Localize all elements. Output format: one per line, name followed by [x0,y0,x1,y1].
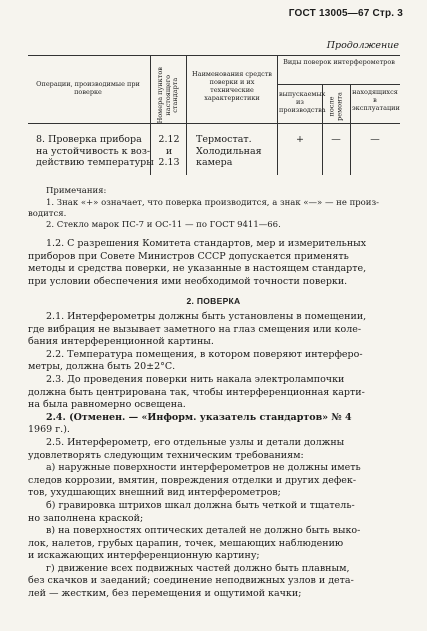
text-line: бания интерференционной картины. [28,336,214,348]
text-line: в) на поверхностях оптических деталей не должно быть выко- [46,525,361,537]
table-header-operations: Операции, производимые при поверке [36,80,140,96]
table-header-rule [28,123,400,124]
notes-heading: Примечания: [46,186,107,196]
text-line: 2.1. Интерферометры должны быть установлены в помещении, [46,311,367,322]
table-subheader-in-use: находящихся в эксплуатации [352,88,400,112]
text-line: 2.2. Температура помещения, в котором поверяют интерферо- [46,348,363,360]
text-line: приборов при Совете Министров СССР допускается применять [28,250,349,262]
table-divider [277,55,278,175]
table-cell-text: на устойчивость к воз- [36,145,151,157]
table-subheader-release: выпускаемых из производства [279,90,326,114]
note-1: 1. Знак «+» означает, что поверка производится, а знак «—» — не произ- [46,198,379,208]
text-line: лей — жестким, без перемещения и ощутимой качки; [28,588,302,600]
text-line: но заполнена краской; [28,512,144,524]
table-cell-means [196,134,262,169]
text-line: а) наружные поверхности интерферометров не должны иметь [46,462,361,474]
text-line: должна быть центрирована так, чтобы интерференционная карти- [28,386,365,398]
table-cell-text: действию температуры [36,157,154,168]
text-line: где вибрация не вызывает заметного на глаз смещения или коле- [28,323,362,335]
text-line: 2.5. Интерферометр, его отдельные узлы и детали должны [46,436,345,448]
table-top-rule [28,55,400,56]
table-cell-text: 2.12 [158,134,180,145]
note-1-continued: водится. [28,209,67,219]
text-line: удовлетворять следующим техническим требованиям: [28,449,304,461]
text-line: 1.2. С разрешения Комитета стандартов, мер и измерительных [46,238,367,249]
text-line: методы и средства поверки, не указанные в настоящем стандарте, [28,263,367,275]
table-cell-operation [36,134,154,169]
table-divider [186,55,187,175]
continuation-label: Продолжение [326,40,399,51]
paragraph-1-2 [28,238,402,288]
table-cell-text: 2.13 [158,157,180,168]
text-line: на была равномерно освещена. [28,399,186,411]
text-line: 2.3. До проведения поверки нить накала электролампочки [46,373,345,385]
text-line: г) движение всех подвижных частей должно быть плавным, [46,562,350,574]
table-cell-after-repair: — [331,134,341,145]
text-line: следов коррозии, вмятин, повреждения отделки и других дефек- [28,474,357,486]
text-line: б) гравировка штрихов шкал должна быть четкой и тщатель- [46,499,355,511]
section-title: 2. ПОВЕРКА [186,296,241,306]
table-cell-text: и [165,145,173,157]
table-cell-text: камера [196,157,233,168]
table-cell-in-use: — [370,134,380,145]
table-subheader-after-repair: после ремонта [327,92,343,121]
text-line: метры, должна быть 20±2°С. [28,361,176,373]
text-line: лок, налетов, грубых царапин, точек, мешающих наблюдению [28,537,344,549]
text-line: и искажающих интерференционную картину; [28,550,260,562]
table-divider [350,84,351,175]
body-text [28,311,402,601]
text-line: без скачков и заеданий; соединение неподвижных узлов и дета- [28,575,354,587]
text-line: тов, ухудшающих внешний вид интерферометров; [28,487,281,499]
table-cell-text: Термостат. [196,134,252,145]
table-header-means: Наименования средств поверки и их технические характеристики [192,70,272,102]
table-header-numbers: Номера пунктов настоящего стандарта [155,67,179,124]
table-cell-release: + [296,134,304,145]
table-cell-numbers [158,134,180,169]
table-cell-text: 8. Проверка прибора [36,134,142,145]
page-header-code: ГОСТ 13005—67 Стр. 3 [288,8,403,19]
text-line: при условии обеспечения ими необходимой точности поверки. [28,275,348,287]
table-header-types: Виды поверок интерферометров [283,58,395,66]
text-line: 2.4. (Отменен. — «Информ. указатель стандартов» № 4 [46,411,352,423]
note-2: 2. Стекло марок ПС-7 и ОС-11 — по ГОСТ 9411—66. [46,220,281,230]
table-cell-text: Холодильная [196,145,262,157]
text-line: 1969 г.). [28,424,70,436]
